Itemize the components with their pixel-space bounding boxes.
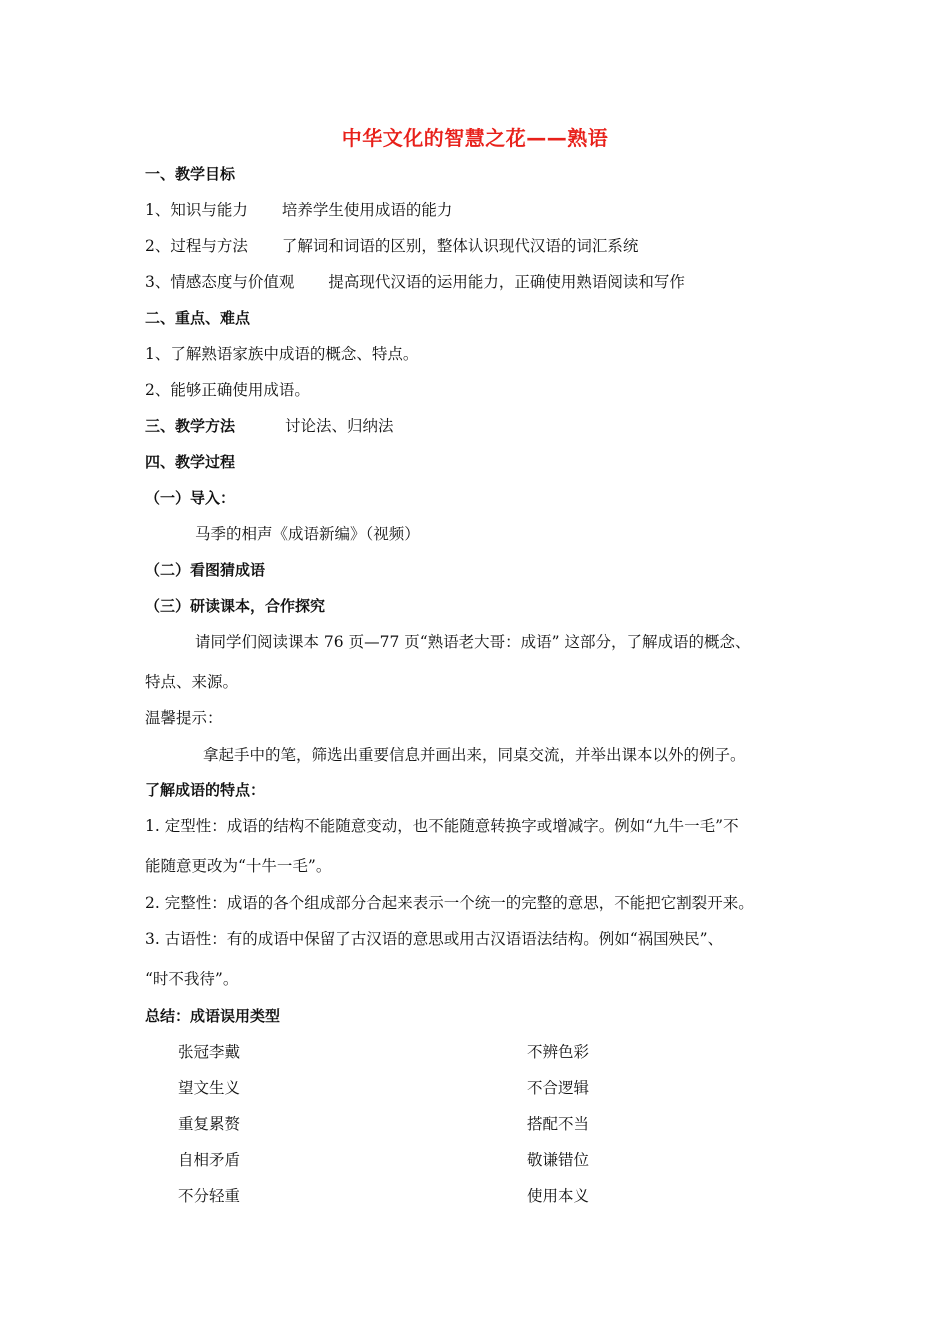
key-point-item-1: 1、了解熟语家族中成语的概念、特点。 [145,345,419,363]
feature-1-line-1: 1. 定型性：成语的结构不能随意变动，也不能随意转换字或增减字。例如“九牛一毛”不 [145,817,739,835]
tip-text: 拿起手中的笔，筛选出重要信息并画出来，同桌交流，并举出课本以外的例子。 [203,746,746,764]
features-heading: 了解成语的特点： [145,781,266,799]
objective-text: 培养学生使用成语的能力 [281,201,453,219]
misuse-type-right-3: 搭配不当 [527,1115,590,1133]
section-methods [145,416,394,436]
objective-item-2 [145,236,638,256]
objective-item-1 [145,200,452,220]
misuse-type-right-4: 敬谦错位 [527,1151,590,1169]
tip-label: 温馨提示： [145,709,223,727]
step-heading-intro: （一）导入： [145,489,236,507]
section-heading-objectives: 一、教学目标 [145,165,236,183]
study-paragraph-line-1: 请同学们阅读课本 76 页—77 页“熟语老大哥：成语” 这部分，了解成语的概念、 [195,633,751,651]
objective-item-3 [145,272,685,292]
objective-text: 提高现代汉语的运用能力，正确使用熟语阅读和写作 [328,273,685,291]
misuse-type-right-5: 使用本义 [527,1187,590,1205]
objective-label: 1、知识与能力 [145,201,248,219]
key-point-item-2: 2、能够正确使用成语。 [145,381,310,399]
section-heading-process: 四、教学过程 [145,453,236,471]
feature-2: 2. 完整性：成语的各个组成部分合起来表示一个统一的完整的意思，不能把它割裂开来。 [145,894,754,912]
methods-text: 讨论法、归纳法 [285,417,394,435]
feature-3-line-2: “时不我待”。 [145,970,239,988]
section-heading-key-points: 二、重点、难点 [145,309,251,327]
study-paragraph-line-2: 特点、来源。 [145,673,239,691]
page-title: 中华文化的智慧之花——熟语 [341,126,609,150]
objective-text: 了解词和词语的区别，整体认识现代汉语的词汇系统 [281,237,639,255]
misuse-type-right-2: 不合逻辑 [527,1079,590,1097]
misuse-type-right-1: 不辨色彩 [527,1043,590,1061]
step-heading-guess: （二）看图猜成语 [145,561,266,579]
misuse-type-left-3: 重复累赘 [178,1115,241,1133]
objective-label: 2、过程与方法 [145,237,248,255]
summary-heading: 总结：成语误用类型 [145,1007,281,1025]
misuse-type-left-2: 望文生义 [178,1079,241,1097]
step-heading-study: （三）研读课本，合作探究 [145,597,326,615]
feature-1-line-2: 能随意更改为“十牛一毛”。 [145,857,332,875]
objective-label: 3、情感态度与价值观 [145,273,295,291]
misuse-type-left-1: 张冠李戴 [178,1043,241,1061]
section-heading-methods: 三、教学方法 [145,417,236,435]
step-intro-text: 马季的相声《成语新编》（视频） [195,525,420,543]
misuse-type-left-4: 自相矛盾 [178,1151,241,1169]
misuse-type-left-5: 不分轻重 [178,1187,241,1205]
feature-3-line-1: 3. 古语性：有的成语中保留了古汉语的意思或用古汉语语法结构。例如“祸国殃民”、 [145,930,724,948]
